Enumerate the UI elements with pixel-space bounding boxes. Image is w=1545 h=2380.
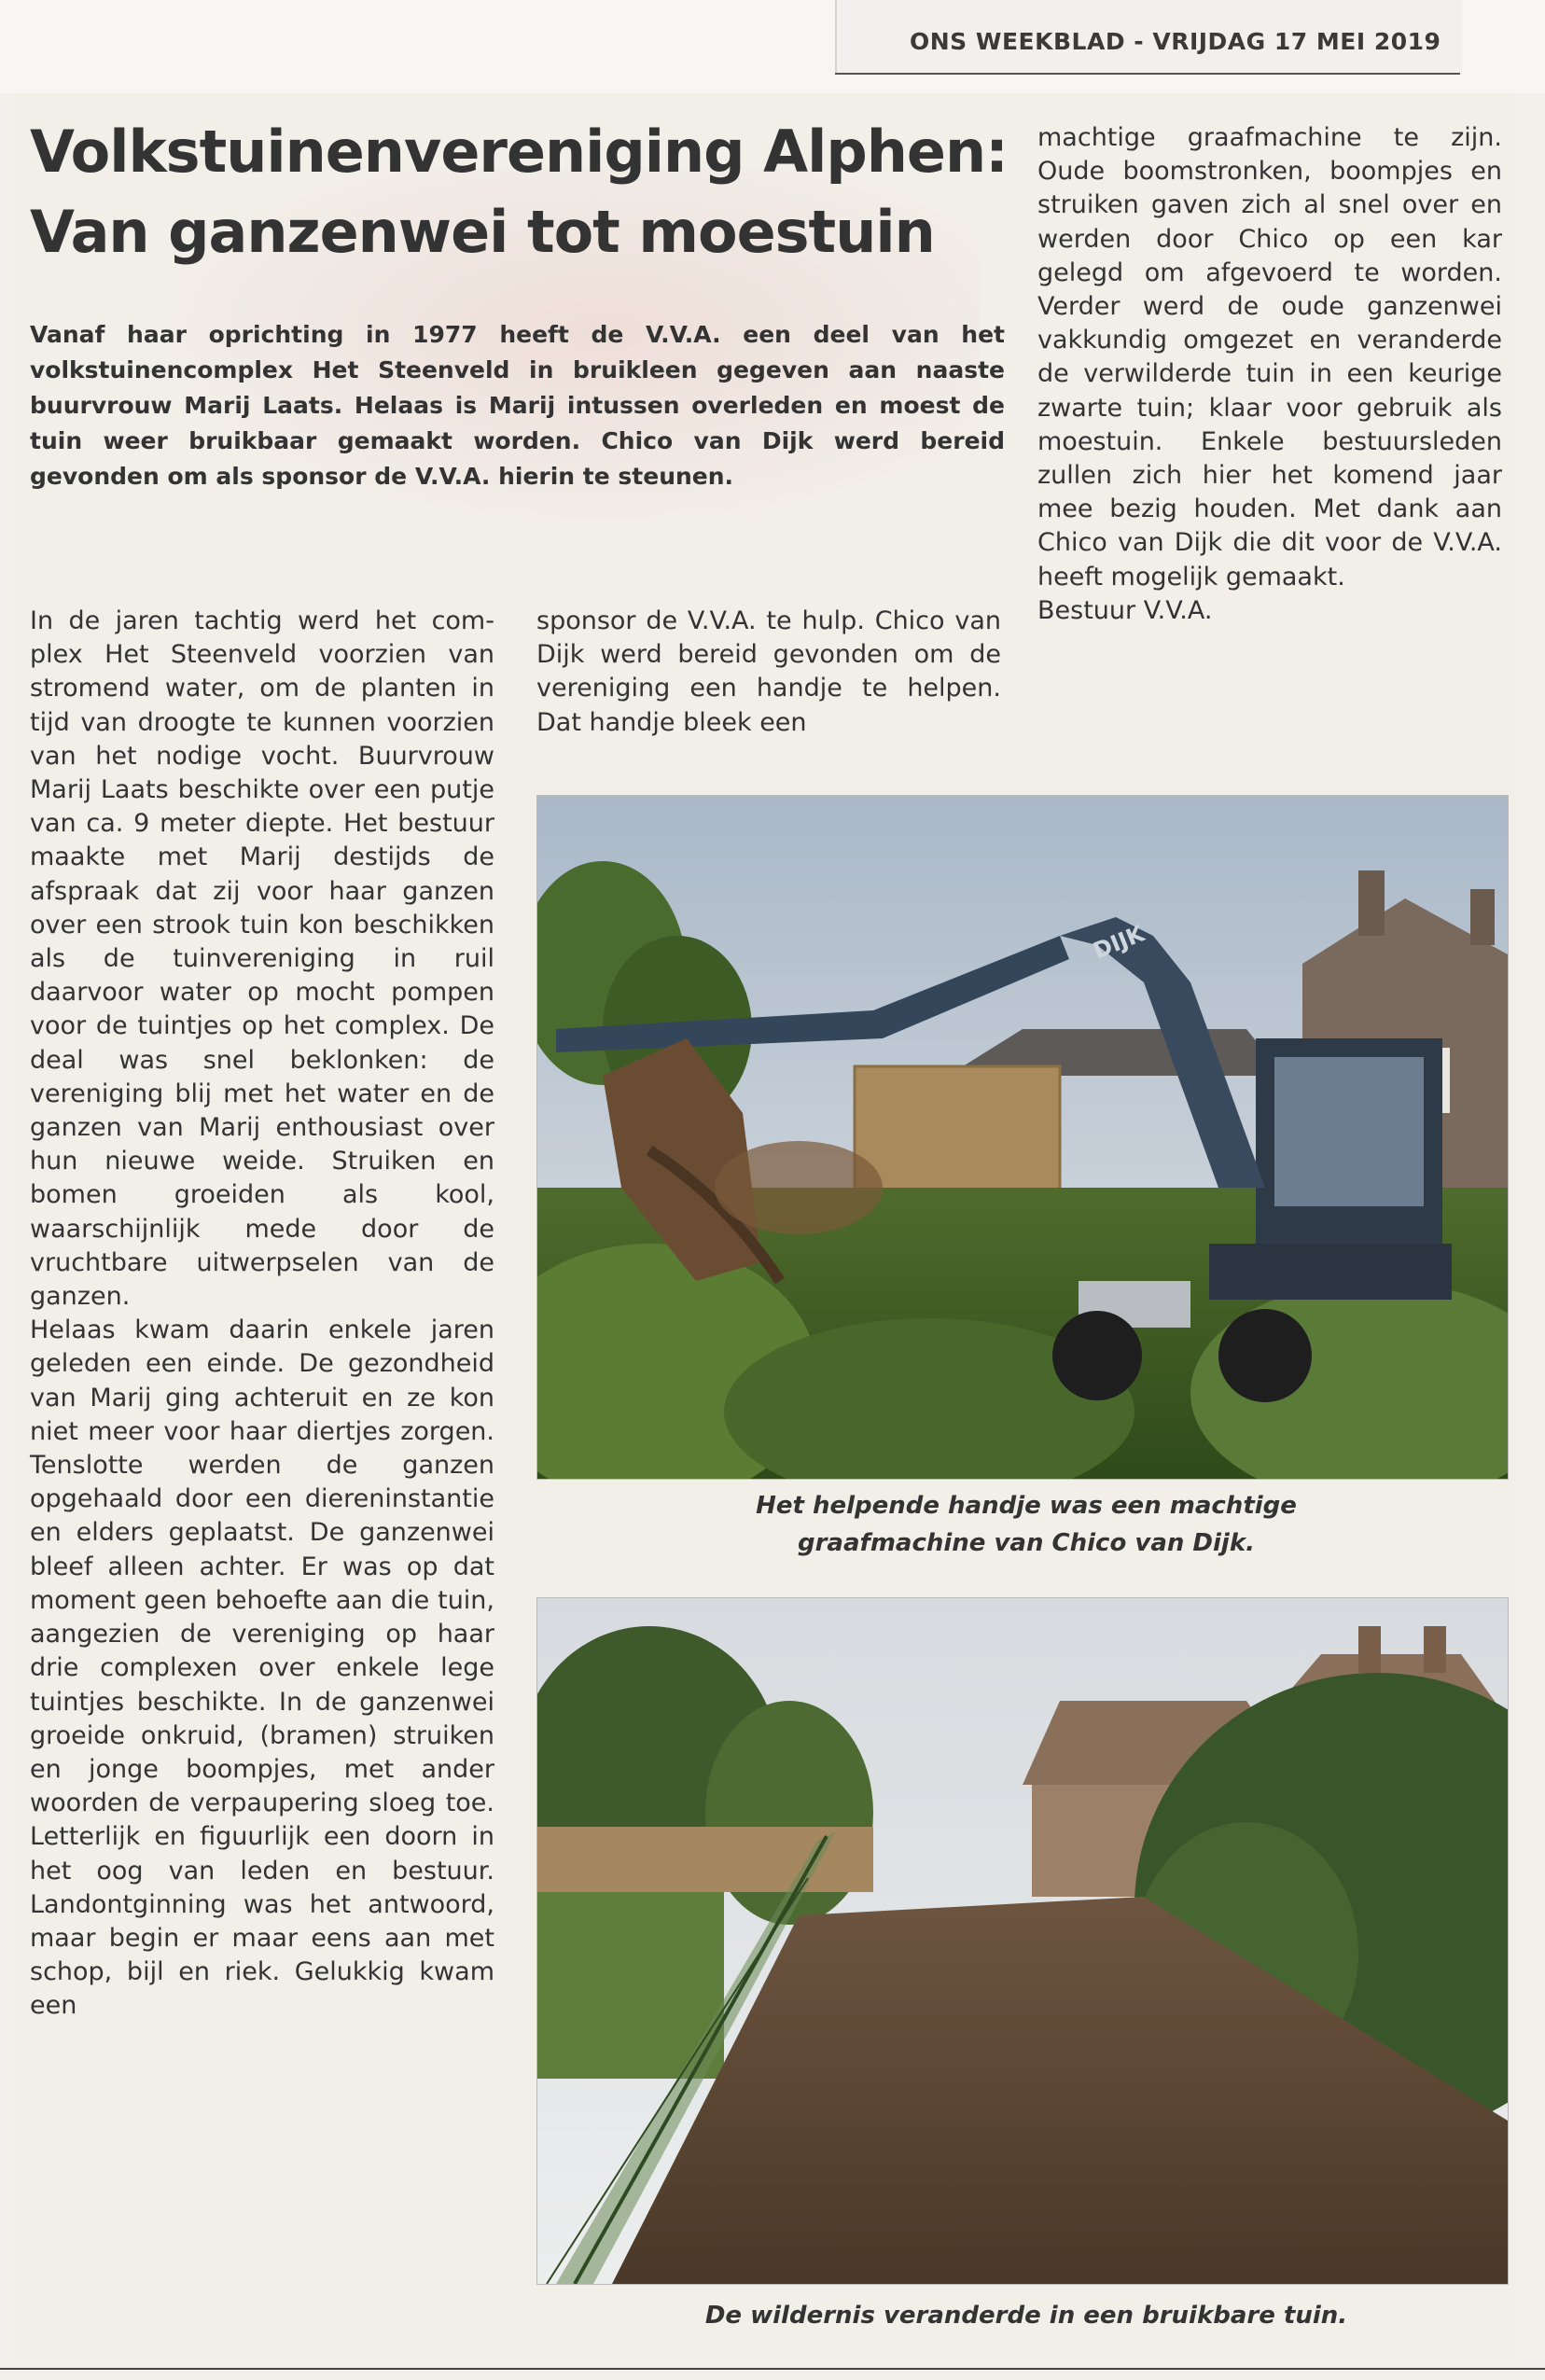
bottom-rule xyxy=(0,2368,1545,2370)
text-column-3 xyxy=(1037,121,1502,765)
caption-line-2: graafmachine van Chico van Dijk. xyxy=(797,1529,1255,1557)
article-intro: Vanaf haar oprichting in 1977 heeft de V.V.A. een deel van het volkstuinencomplex Het Steenveld in bruikleen gegeven aan naaste buurvrouw Marij Laats. Helaas is Marij intussen overleden en moest de tuin weer bruikbaar gemaakt worden. Chico van Dijk werd bereid gevonden om als sponsor de V.V.A. hierin te steunen. xyxy=(30,321,1005,490)
garden-photo xyxy=(536,1597,1509,2285)
text-column-1 xyxy=(30,605,494,2340)
excavator-label: DIJK xyxy=(1089,920,1148,965)
text-column-2 xyxy=(536,605,1001,754)
article-title xyxy=(30,112,1037,272)
publication-header: ONS WEEKBLAD - VRIJDAG 17 MEI 2019 xyxy=(910,28,1441,55)
paragraph: In de jaren tachtig werd het complex Het Steenveld voorzien van stromend water, om de planten in tijd van droogte te kunnen voorzien van het nodige vocht. Buurvrouw Marij Laats beschikte over een putje van ca. 9 meter diepte. Het bestuur maakte met Marij destijds de afspraak dat zij voor haar ganzen over een strook tuin kon beschikken als de tuinvereniging in ruil daarvoor water op mocht pompen voor de tuintjes op het complex. De deal was snel beklonken: de vereniging blij met het water en de ganzen van Marij enthousiast over hun nieuwe weide. Struiken en bomen groeiden als kool, waarschijnlijk mede door de vruchtbare uitwerpselen van de ganzen. xyxy=(30,606,494,1312)
title-line-2: Van ganzenwei tot moestuin xyxy=(30,198,935,266)
paragraph: sponsor de V.V.A. te hulp. Chico van Dijk werd bereid gevonden om de vereniging een handje te helpen. Dat handje bleek een xyxy=(536,606,1001,737)
garden-illustration xyxy=(537,1598,1508,2284)
excavator-photo xyxy=(536,795,1509,1480)
header-rule xyxy=(835,73,1460,75)
photo-1-caption xyxy=(597,1487,1455,1562)
caption-line-1: Het helpende handje was een machtige xyxy=(756,1492,1297,1520)
photo-2-caption: De wildernis veranderde in een bruikbare tuin. xyxy=(704,2302,1348,2330)
paragraph: machtige graafmachine te zijn. Oude boomstronken, boompjes en struiken gaven zich al snel over en werden door Chico op een kar gelegd om afgevoerd te worden. Verder werd de oude ganzenwei vakkundig omgezet en veranderde de verwilderde tuin in een keurige zwarte tuin; klaar voor gebruik als moestuin. Enkele bestuursleden zullen zich hier het komend jaar mee bezig houden. Met dank aan Chico van Dijk die dit voor de V.V.A. heeft mogelijk gemaakt. xyxy=(1037,123,1502,592)
title-line-1: Volkstuinenvereniging Alphen: xyxy=(30,118,1008,186)
signature: Bestuur V.V.A. xyxy=(1037,595,1213,625)
paragraph: Helaas kwam daarin enkele jaren geleden een einde. De gezondheid van Marij ging achteruit en ze kon niet meer voor haar diertjes zorgen. Tenslotte werden de ganzen opgehaald door een diereninstantie en elders geplaatst. De ganzenwei bleef alleen achter. Er was op dat moment geen behoefte aan die tuin, aangezien de vereniging op haar drie complexen over enkele lege tuintjes beschikte. In de ganzenwei groeide onkruid, (bramen) struiken en jonge boompjes, met ander woorden de verpaupering sloeg toe. Letterlijk en figuurlijk een doorn in het oog van leden en bestuur. Landontginning was het antwoord, maar begin er maar eens aan met schop, bijl en riek. Gelukkig kwam een xyxy=(30,1315,494,2021)
excavator-illustration xyxy=(537,796,1508,1479)
